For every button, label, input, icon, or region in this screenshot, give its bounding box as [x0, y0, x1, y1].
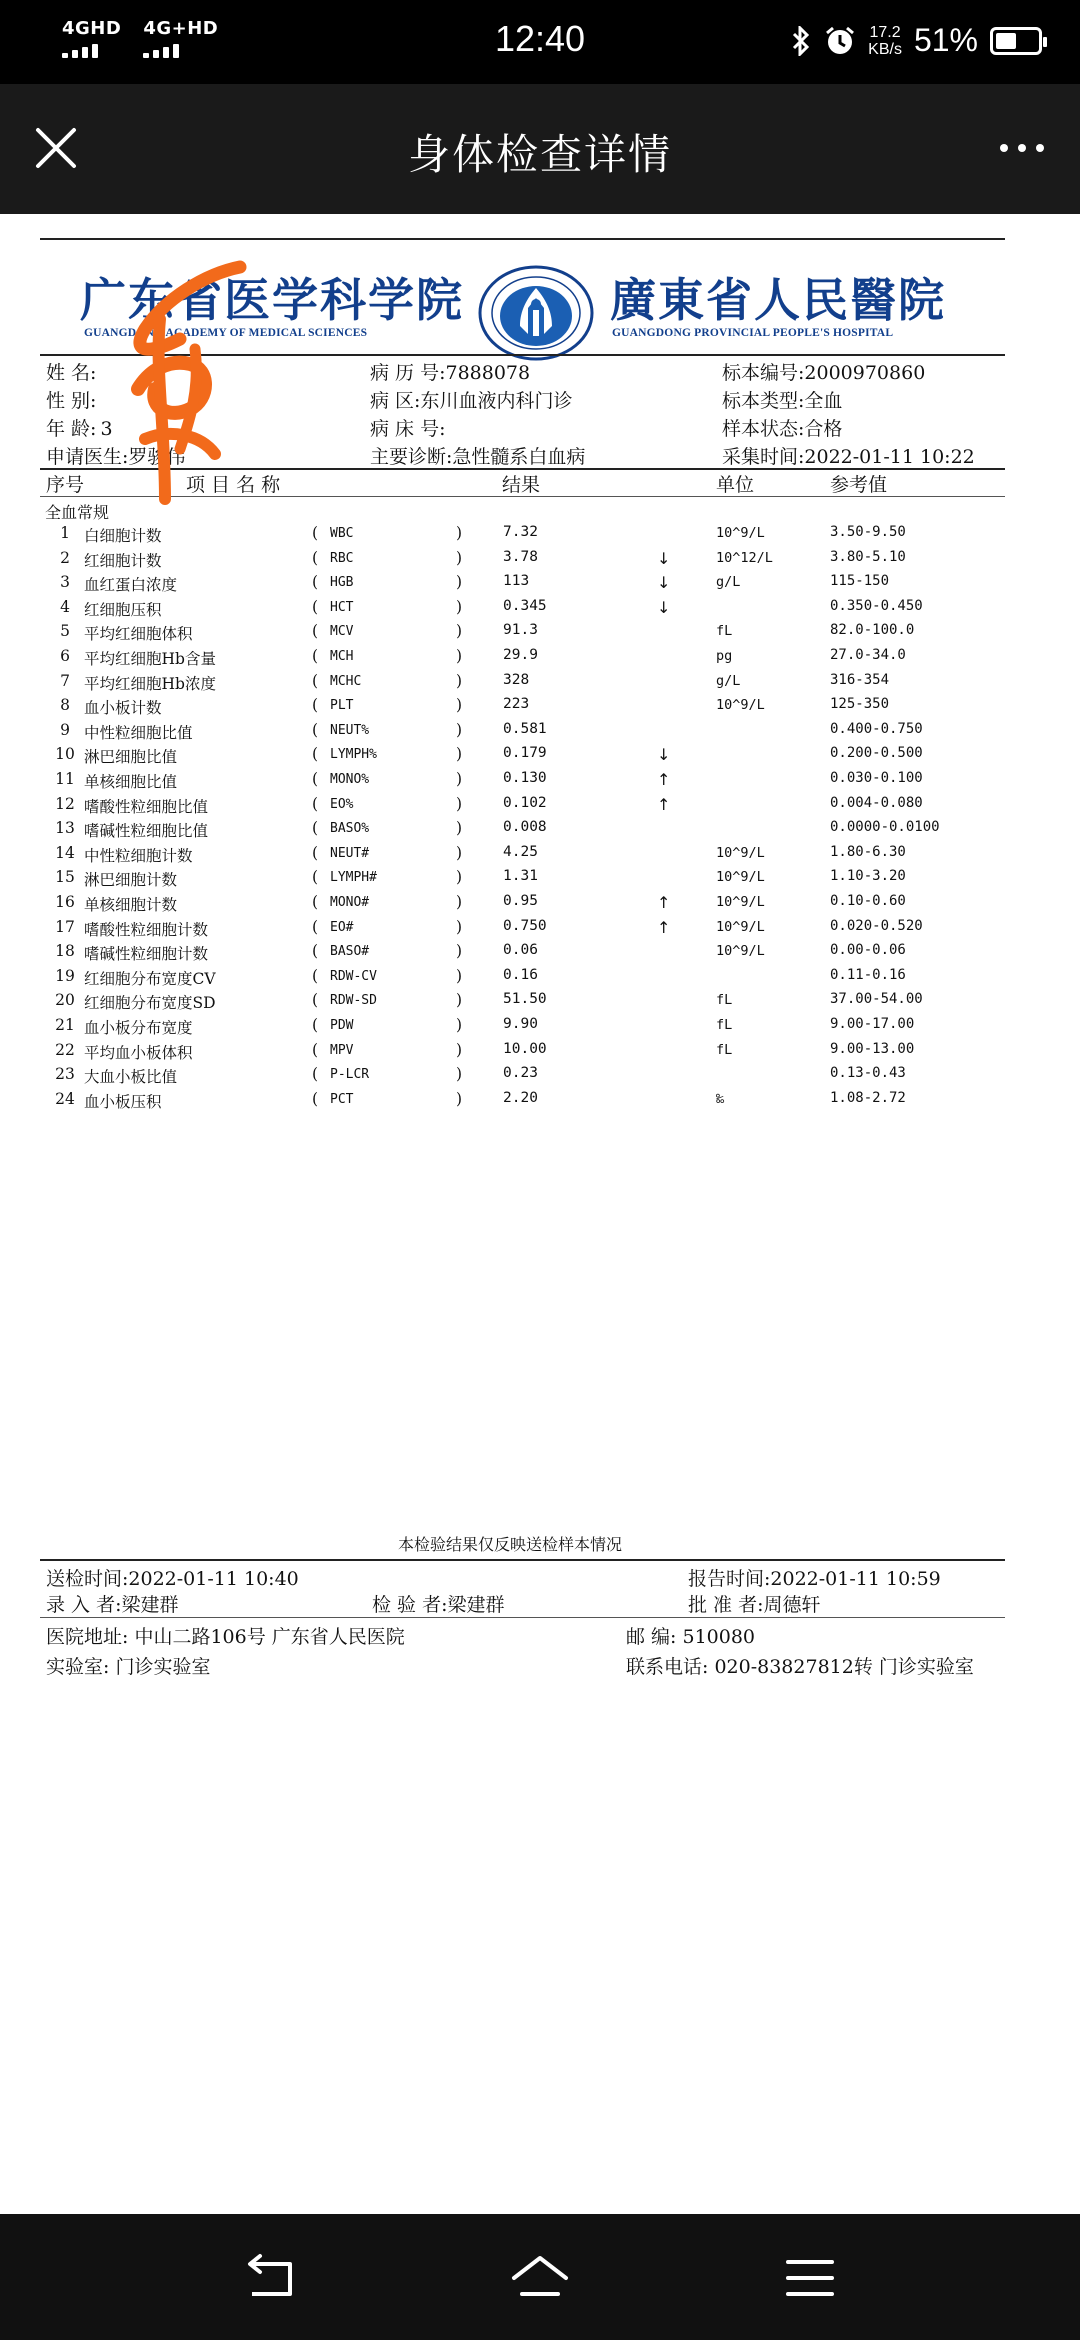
item-abbreviation: PDW — [330, 1018, 354, 1033]
item-abbreviation: BASO# — [330, 944, 370, 960]
item-reference: 1.80-6.30 — [830, 843, 906, 860]
item-unit: ‰ — [716, 1090, 725, 1107]
item-name: 平均红细胞Hb含量 — [84, 650, 216, 668]
table-row — [0, 770, 1080, 794]
row-number: 22 — [55, 1040, 75, 1059]
item-name: 血红蛋白浓度 — [84, 576, 178, 595]
contact-phone: 联系电话: 020-83827812转 门诊实验室 — [626, 1656, 974, 1678]
item-abbreviation: RBC — [330, 550, 354, 566]
item-reference: 0.350-0.450 — [830, 597, 923, 614]
item-abbreviation: EO% — [330, 796, 354, 812]
item-result: 0.06 — [503, 942, 538, 959]
item-abbreviation: MCV — [330, 624, 354, 640]
item-result: 0.16 — [503, 966, 538, 983]
item-name: 中性粒细胞比值 — [84, 723, 193, 742]
item-result: 0.345 — [503, 597, 547, 614]
row-number: 17 — [55, 917, 75, 936]
info-age — [46, 414, 113, 441]
paren-open: ( — [312, 573, 319, 592]
table-row — [0, 745, 1080, 769]
ward-value: 东川血液内科门诊 — [420, 390, 573, 412]
col-unit: 单位 — [716, 474, 755, 496]
paren-open: ( — [312, 770, 319, 788]
row-number: 23 — [55, 1065, 75, 1084]
paren-close: ) — [456, 1016, 463, 1034]
more-dot-icon — [1018, 144, 1026, 152]
row-number: 21 — [55, 1016, 75, 1034]
lab-name: 实验室: 门诊实验室 — [46, 1656, 211, 1678]
abnormal-flag: ↑ — [657, 770, 671, 789]
alarm-icon — [824, 25, 856, 57]
doctor-label: 申请医生: — [46, 446, 129, 468]
item-abbreviation: PCT — [330, 1091, 354, 1107]
paren-close: ) — [456, 942, 463, 961]
item-name: 嗜酸性粒细胞计数 — [84, 920, 209, 939]
academy-name-en: GUANGDONG ACADEMY OF MEDICAL SCIENCES — [84, 327, 368, 339]
item-reference: 27.0-34.0 — [830, 647, 906, 663]
item-abbreviation: EO# — [330, 919, 354, 935]
name-label: 姓 名: — [46, 362, 97, 384]
row-number: 7 — [60, 671, 70, 690]
item-abbreviation: PLT — [330, 698, 354, 714]
item-abbreviation: NEUT% — [330, 722, 370, 738]
item-abbreviation: LYMPH# — [330, 870, 377, 886]
item-name: 红细胞计数 — [84, 551, 162, 570]
item-unit: 10^9/L — [716, 844, 765, 861]
address-rule — [40, 1617, 1005, 1618]
item-abbreviation: HCT — [330, 599, 354, 615]
more-dot-icon — [1036, 144, 1044, 152]
item-result: 0.102 — [503, 794, 547, 811]
row-number: 16 — [55, 893, 75, 911]
row-number: 2 — [60, 548, 70, 567]
item-abbreviation: BASO% — [330, 821, 370, 837]
paren-open: ( — [312, 966, 319, 985]
item-name: 平均红细胞体积 — [84, 625, 193, 644]
home-icon[interactable] — [508, 2248, 572, 2308]
item-unit: 10^9/L — [716, 943, 765, 960]
item-reference: 9.00-13.00 — [830, 1040, 915, 1057]
item-name: 单核细胞计数 — [84, 896, 178, 914]
item-result: 328 — [503, 671, 530, 688]
back-icon[interactable] — [238, 2248, 302, 2308]
doctor-value: 罗骏伟 — [128, 446, 186, 468]
item-reference: 1.10-3.20 — [830, 868, 906, 885]
paren-close: ) — [456, 671, 463, 690]
abnormal-flag: ↓ — [657, 573, 671, 593]
item-name: 红细胞分布宽度SD — [84, 994, 216, 1013]
abnormal-flag: ↓ — [657, 597, 671, 617]
item-abbreviation: HGB — [330, 575, 354, 591]
status-icons — [790, 22, 1042, 59]
info-collect-time — [722, 442, 975, 469]
paren-close: ) — [456, 524, 463, 542]
item-result: 29.9 — [503, 647, 538, 663]
abnormal-flag: ↓ — [657, 548, 671, 568]
paren-open: ( — [312, 794, 319, 813]
hospital-name-en: GUANGDONG PROVINCIAL PEOPLE'S HOSPITAL — [612, 327, 894, 339]
table-row — [0, 967, 1080, 991]
item-unit: 10^9/L — [716, 894, 765, 910]
paren-close: ) — [456, 745, 463, 764]
item-reference: 3.80-5.10 — [830, 548, 906, 565]
send-time: 送检时间:2022-01-11 10:40 — [46, 1568, 299, 1590]
paren-open: ( — [312, 843, 319, 862]
paren-open: ( — [312, 622, 319, 641]
item-reference: 82.0-100.0 — [830, 622, 915, 639]
item-unit: fL — [716, 1041, 733, 1058]
item-result: 0.95 — [503, 893, 538, 909]
item-unit: fL — [716, 623, 733, 640]
page-title: 身体检查详情 — [407, 130, 672, 179]
paren-close: ) — [456, 548, 463, 567]
bluetooth-icon — [790, 26, 812, 56]
battery-fill — [996, 33, 1016, 49]
table-row — [0, 647, 1080, 671]
paren-close: ) — [456, 917, 463, 936]
paren-open: ( — [312, 597, 319, 616]
abnormal-flag: ↓ — [657, 745, 671, 765]
speed-value: 17.2 — [869, 23, 901, 41]
approver-person: 批 准 者:周德轩 — [688, 1594, 821, 1616]
item-reference: 0.11-0.16 — [830, 966, 906, 983]
abnormal-flag: ↑ — [657, 893, 671, 912]
item-abbreviation: WBC — [330, 526, 354, 541]
diagnosis-value: 急性髓系白血病 — [452, 446, 586, 468]
collect-value: 2022-01-11 10:22 — [804, 446, 975, 468]
col-result: 结果 — [502, 474, 541, 496]
paren-open: ( — [312, 524, 319, 542]
specimen-no-label: 标本编号: — [722, 362, 805, 384]
paren-close: ) — [456, 597, 463, 616]
row-number: 9 — [60, 720, 70, 739]
item-name: 嗜酸性粒细胞比值 — [84, 797, 209, 816]
item-name: 嗜碱性粒细胞计数 — [84, 945, 209, 964]
paren-open: ( — [312, 942, 319, 961]
row-number: 13 — [55, 819, 75, 838]
gender-label: 性 别: — [46, 390, 97, 412]
row-number: 3 — [60, 573, 70, 592]
col-item: 项 目 名 称 — [186, 474, 281, 496]
specimen-no-value: 2000970860 — [804, 362, 926, 384]
paren-open: ( — [312, 745, 319, 764]
item-unit: 10^9/L — [716, 918, 765, 935]
item-name: 血小板分布宽度 — [84, 1019, 193, 1037]
paren-close: ) — [456, 843, 463, 862]
item-unit: 10^9/L — [716, 525, 765, 541]
paren-open: ( — [312, 671, 319, 690]
item-unit: fL — [716, 1017, 733, 1033]
bed-label: 病 床 号: — [370, 418, 446, 440]
item-result: 0.008 — [503, 819, 547, 836]
paren-open: ( — [312, 548, 319, 567]
paren-close: ) — [456, 573, 463, 592]
item-abbreviation: MCH — [330, 649, 354, 664]
item-result: 113 — [503, 573, 530, 590]
item-abbreviation: P-LCR — [330, 1067, 370, 1083]
item-unit: pg — [716, 648, 733, 664]
item-abbreviation: MONO% — [330, 772, 370, 787]
item-name: 白细胞计数 — [84, 527, 162, 545]
item-unit: 10^12/L — [716, 549, 773, 566]
item-name: 大血小板比值 — [84, 1068, 178, 1087]
clock: 12:40 — [494, 18, 586, 59]
paren-close: ) — [456, 794, 463, 813]
age-label: 年 龄: — [46, 418, 97, 440]
column-rule — [40, 496, 1005, 497]
item-result: 7.32 — [503, 524, 538, 540]
paren-close: ) — [456, 647, 463, 665]
item-unit: g/L — [716, 672, 741, 689]
item-name: 淋巴细胞比值 — [84, 748, 178, 767]
item-reference: 125-350 — [830, 696, 890, 713]
report-header — [80, 264, 960, 354]
item-unit: 10^9/L — [716, 869, 765, 886]
item-result: 2.20 — [503, 1089, 538, 1106]
hospital-address: 医院地址: 中山二路106号 广东省人民医院 — [46, 1626, 405, 1648]
info-diagnosis — [370, 442, 585, 469]
item-abbreviation: MCHC — [330, 673, 362, 689]
info-name — [46, 358, 96, 385]
paren-close: ) — [456, 868, 463, 887]
paren-close: ) — [456, 1065, 463, 1084]
hospital-emblem-icon — [476, 264, 596, 362]
record-value: 7888078 — [445, 362, 531, 384]
table-row — [0, 868, 1080, 892]
item-name: 平均血小板体积 — [84, 1043, 193, 1062]
item-name: 血小板压积 — [84, 1092, 162, 1111]
table-row — [0, 819, 1080, 843]
paren-close: ) — [456, 991, 463, 1010]
network-speed — [868, 24, 902, 58]
info-bed — [370, 414, 445, 441]
item-result: 0.130 — [503, 770, 547, 786]
ward-label: 病 区: — [370, 390, 421, 412]
title-bar — [0, 84, 1080, 214]
paren-open: ( — [312, 1040, 319, 1059]
item-unit: g/L — [716, 574, 741, 591]
footer-rule — [40, 1559, 1005, 1561]
item-result: 91.3 — [503, 622, 538, 639]
report-time: 报告时间:2022-01-11 10:59 — [688, 1568, 941, 1590]
item-reference: 0.030-0.100 — [830, 770, 923, 786]
item-result: 9.90 — [503, 1016, 538, 1032]
lab-report — [0, 214, 1080, 2214]
paren-open: ( — [312, 917, 319, 936]
item-reference: 0.200-0.500 — [830, 745, 923, 762]
abnormal-flag: ↑ — [657, 917, 671, 937]
menu-icon[interactable] — [778, 2248, 842, 2308]
paren-close: ) — [456, 893, 463, 911]
item-reference: 1.08-2.72 — [830, 1089, 906, 1106]
table-row — [0, 795, 1080, 819]
paren-open: ( — [312, 819, 319, 838]
table-row — [0, 918, 1080, 942]
item-result: 0.750 — [503, 917, 547, 934]
info-record — [370, 358, 530, 385]
table-row — [0, 524, 1080, 548]
item-result: 51.50 — [503, 991, 547, 1008]
paren-close: ) — [456, 966, 463, 985]
more-options-button[interactable] — [992, 120, 1052, 176]
battery-percent: 51% — [913, 22, 978, 58]
item-name: 嗜碱性粒细胞比值 — [84, 822, 209, 841]
item-reference: 0.13-0.43 — [830, 1065, 906, 1082]
info-specimen-no — [722, 358, 925, 385]
item-reference: 0.0000-0.0100 — [830, 819, 940, 836]
row-number: 11 — [55, 770, 75, 788]
row-number: 4 — [60, 597, 70, 616]
item-reference: 37.00-54.00 — [830, 991, 923, 1008]
col-no: 序号 — [46, 474, 85, 496]
item-reference: 0.00-0.06 — [830, 942, 906, 959]
table-row — [0, 696, 1080, 720]
navigation-bar — [0, 2214, 1080, 2340]
paren-close: ) — [456, 622, 463, 641]
age-value: 3 — [100, 418, 113, 440]
table-row — [0, 1041, 1080, 1065]
row-number: 15 — [55, 868, 75, 887]
row-number: 6 — [60, 647, 70, 665]
paren-open: ( — [312, 696, 319, 715]
col-reference: 参考值 — [830, 474, 888, 496]
paren-close: ) — [456, 819, 463, 838]
item-result: 0.581 — [503, 720, 547, 737]
item-reference: 115-150 — [830, 573, 890, 590]
collect-label: 采集时间: — [722, 446, 805, 468]
diagnosis-label: 主要诊断: — [370, 446, 453, 468]
info-ward — [370, 386, 572, 413]
entry-person: 录 入 者:梁建群 — [46, 1594, 179, 1616]
item-result: 0.23 — [503, 1065, 538, 1082]
paren-close: ) — [456, 720, 463, 739]
item-name: 红细胞压积 — [84, 600, 162, 619]
item-result: 1.31 — [503, 868, 538, 885]
table-row — [0, 721, 1080, 745]
item-name: 淋巴细胞计数 — [84, 871, 178, 890]
table-row — [0, 1016, 1080, 1040]
item-abbreviation: LYMPH% — [330, 747, 377, 763]
speed-unit: KB/s — [868, 40, 902, 58]
item-name: 平均红细胞Hb浓度 — [84, 674, 216, 693]
item-abbreviation: NEUT# — [330, 845, 370, 861]
checker-person: 检 验 者:梁建群 — [372, 1594, 505, 1616]
item-reference: 0.400-0.750 — [830, 720, 923, 737]
item-reference: 9.00-17.00 — [830, 1016, 915, 1032]
table-row — [0, 1090, 1080, 1114]
paren-close: ) — [456, 770, 463, 788]
info-specimen-type — [722, 386, 842, 413]
specimen-state-label: 样本状态: — [722, 418, 805, 440]
specimen-type-value: 全血 — [804, 390, 843, 412]
paren-close: ) — [456, 1089, 463, 1108]
paren-close: ) — [456, 1040, 463, 1059]
abnormal-flag: ↑ — [657, 794, 671, 814]
hospital-name: 廣東省人民醫院 — [610, 273, 946, 327]
item-unit: 10^9/L — [716, 697, 765, 714]
item-name: 中性粒细胞计数 — [84, 846, 193, 865]
row-number: 24 — [55, 1089, 75, 1108]
item-result: 223 — [503, 696, 530, 713]
table-row — [0, 549, 1080, 573]
postcode: 邮 编: 510080 — [626, 1626, 756, 1648]
item-reference: 0.10-0.60 — [830, 893, 906, 909]
specimen-state-value: 合格 — [804, 418, 843, 440]
paren-open: ( — [312, 893, 319, 911]
row-number: 8 — [60, 696, 70, 715]
row-number: 19 — [55, 966, 75, 985]
more-dot-icon — [1000, 144, 1008, 152]
item-reference: 3.50-9.50 — [830, 524, 906, 540]
record-label: 病 历 号: — [370, 362, 446, 384]
row-number: 12 — [55, 794, 75, 813]
item-result: 3.78 — [503, 548, 538, 565]
item-reference: 0.020-0.520 — [830, 917, 923, 934]
section-title: 全血常规 — [45, 503, 110, 522]
paren-open: ( — [312, 1089, 319, 1108]
info-gender — [46, 386, 96, 413]
item-abbreviation: RDW-CV — [330, 968, 377, 984]
specimen-type-label: 标本类型: — [722, 390, 805, 412]
item-reference: 316-354 — [830, 671, 890, 688]
item-name: 红细胞分布宽度CV — [84, 969, 216, 988]
paren-open: ( — [312, 647, 319, 665]
header-rule — [40, 354, 1005, 356]
network-label-2: 4G+HD — [143, 18, 219, 39]
row-number: 20 — [55, 991, 75, 1010]
row-number: 18 — [55, 942, 75, 961]
table-row — [0, 844, 1080, 868]
row-number: 1 — [60, 524, 70, 542]
network-label-1: 4GHD — [62, 18, 122, 39]
item-unit: fL — [716, 992, 733, 1009]
table-row — [0, 622, 1080, 646]
table-row — [0, 573, 1080, 597]
table-row — [0, 598, 1080, 622]
item-name: 单核细胞比值 — [84, 773, 178, 791]
item-reference: 0.004-0.080 — [830, 794, 923, 811]
row-number: 10 — [55, 745, 75, 764]
paren-open: ( — [312, 720, 319, 739]
paren-close: ) — [456, 696, 463, 715]
table-row — [0, 991, 1080, 1015]
table-row — [0, 942, 1080, 966]
table-row — [0, 1065, 1080, 1089]
paren-open: ( — [312, 868, 319, 887]
table-row — [0, 893, 1080, 917]
item-result: 0.179 — [503, 745, 547, 762]
row-number: 14 — [55, 843, 75, 862]
info-specimen-state — [722, 414, 842, 441]
academy-name: 广东省医学科学院 — [80, 273, 464, 327]
item-abbreviation: RDW-SD — [330, 993, 377, 1009]
table-row — [0, 672, 1080, 696]
paren-open: ( — [312, 1065, 319, 1084]
row-number: 5 — [60, 622, 70, 641]
paren-open: ( — [312, 1016, 319, 1034]
item-abbreviation: MONO# — [330, 895, 370, 910]
item-abbreviation: MPV — [330, 1042, 354, 1058]
info-doctor — [46, 442, 185, 469]
disclaimer-note: 本检验结果仅反映送检样本情况 — [397, 1535, 622, 1554]
item-result: 4.25 — [503, 843, 538, 860]
item-name: 血小板计数 — [84, 699, 162, 718]
paren-open: ( — [312, 991, 319, 1010]
item-result: 10.00 — [503, 1040, 547, 1057]
status-bar — [0, 0, 1080, 84]
battery-icon — [990, 27, 1042, 55]
